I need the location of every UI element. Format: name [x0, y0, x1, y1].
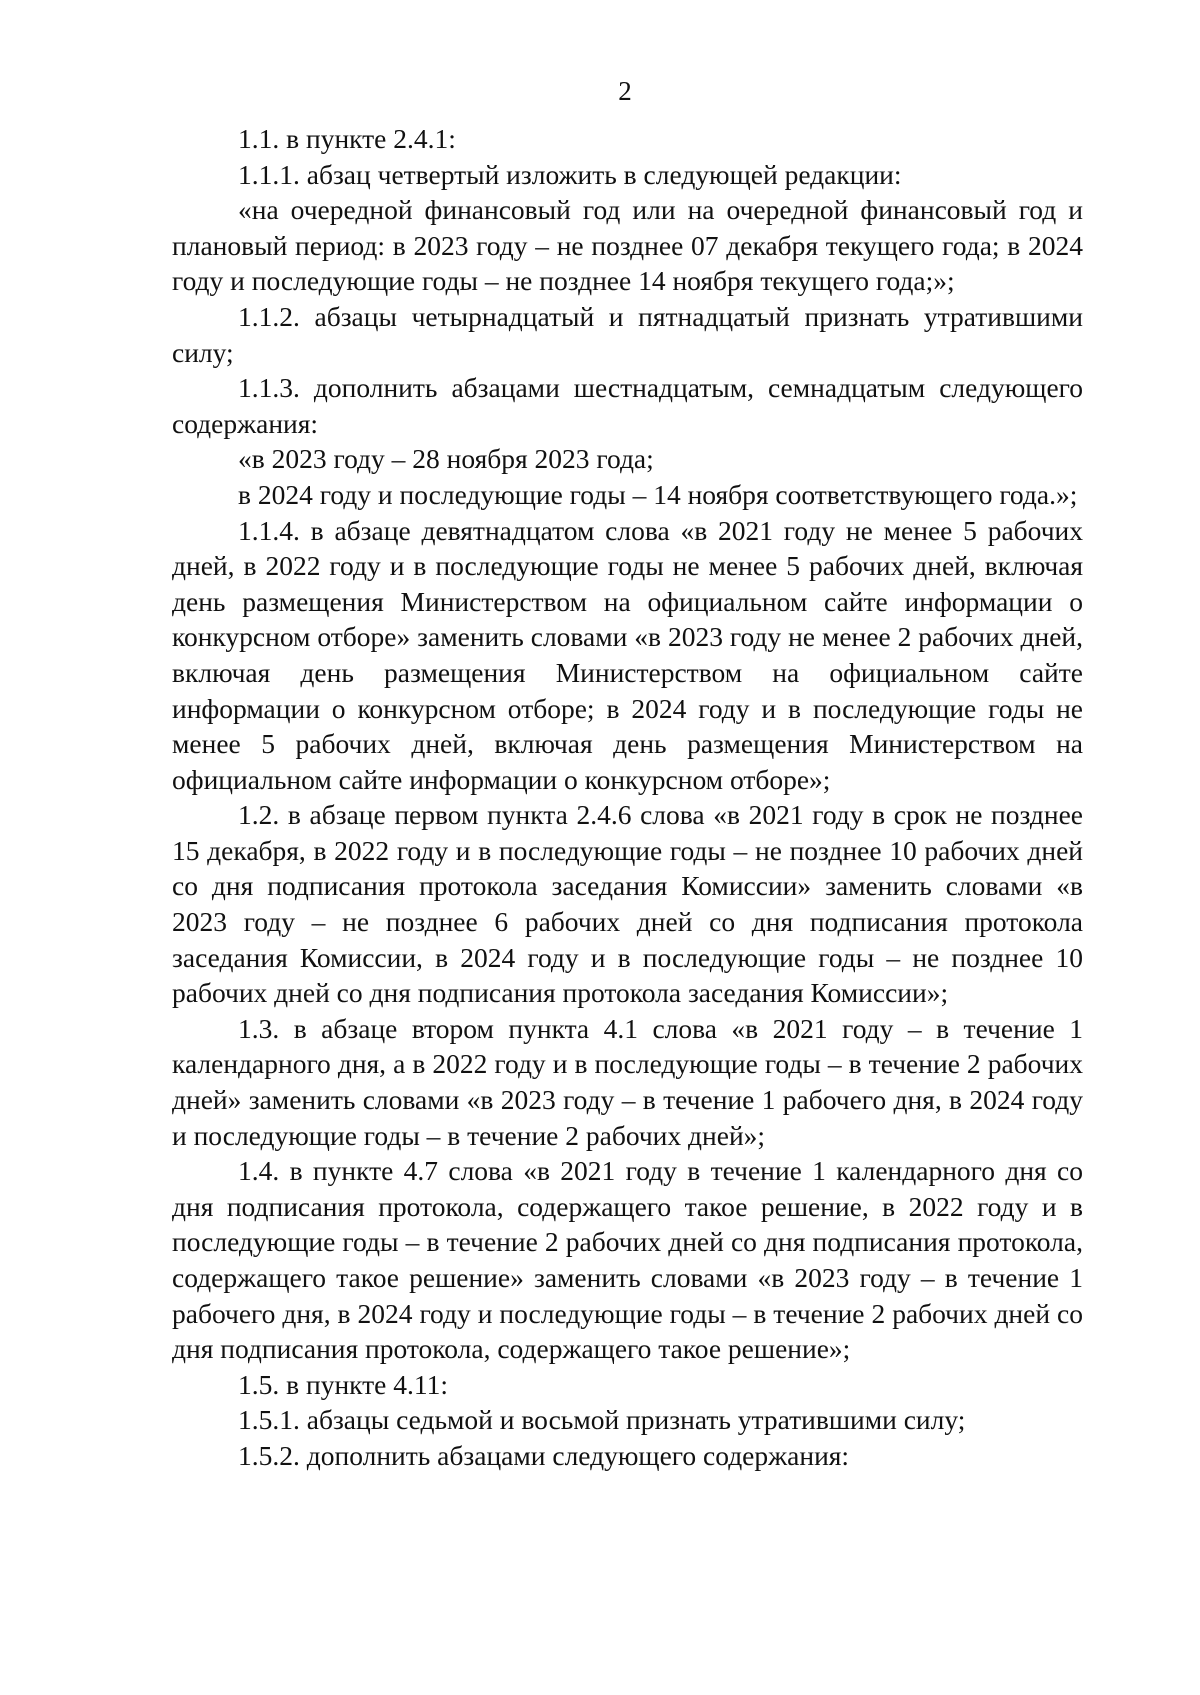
- paragraph-1-5-2: 1.5.2. дополнить абзацами следующего содержания:: [238, 1439, 850, 1471]
- paragraph-1-5: 1.5. в пункте 4.11:: [238, 1368, 449, 1400]
- document-body: [172, 121, 1083, 1474]
- paragraph-quote-2024: в 2024 году и последующие годы – 14 ноября соответствующего года.»;: [238, 478, 1078, 510]
- paragraph-1-1-1: 1.1.1. абзац четвертый изложить в следующей редакции:: [238, 158, 902, 190]
- paragraph-1-3: 1.3. в абзаце втором пункта 4.1 слова «в 2021 году – в течение 1 календарного дня, а в 2022 году и в последующие годы – в течение 2 рабочих дней» заменить словами «в 2023 году – в течение 1 рабочего дня, в 2024 году и последующие годы – в течение 2 рабочих дней»;: [172, 1012, 1083, 1151]
- page-number: 2: [618, 76, 632, 106]
- paragraph-1-1-2: 1.1.2. абзацы четырнадцатый и пятнадцатый признать утратившими силу;: [172, 300, 1083, 368]
- paragraph-quote-2023: «в 2023 году – 28 ноября 2023 года;: [238, 443, 654, 475]
- paragraph-1-1-3: 1.1.3. дополнить абзацами шестнадцатым, семнадцатым следующего содержания:: [172, 372, 1083, 439]
- paragraph-1-4: 1.4. в пункте 4.7 слова «в 2021 году в течение 1 календарного дня со дня подписания протокола, содержащего такое решение, в 2022 году и в последующие годы – в течение 2 рабочих дней со дня подписания протокола, содержащего такое решение» заменить словами «в 2023 году – в течение 1 рабочего дня, в 2024 году и последующие годы – в течение 2 рабочих дней со дня подписания протокола, содержащего такое решение»;: [172, 1155, 1083, 1365]
- paragraph-1-1: 1.1. в пункте 2.4.1:: [238, 123, 456, 154]
- paragraph-1-2: 1.2. в абзаце первом пункта 2.4.6 слова «в 2021 году в срок не позднее 15 декабря, в 2022 году и в последующие годы – не позднее 10 рабочих дней со дня подписания протокола заседания Комиссии» заменить словами «в 2023 году – не позднее 6 рабочих дней со дня подписания протокола заседания Комиссии, в 2024 году и в последующие годы – не позднее 10 рабочих дней со дня подписания протокола заседания Комиссии»;: [172, 799, 1083, 1009]
- paragraph-new-wording: «на очередной финансовый год или на очередной финансовый год и плановый период: в 2023 году – не позднее 07 декабря текущего года; в 2024 году и последующие годы – не позднее 14 ноября текущего года;»;: [172, 194, 1083, 297]
- paragraph-1-1-4: 1.1.4. в абзаце девятнадцатом слова «в 2021 году не менее 5 рабочих дней, в 2022 году и в последующие годы не менее 5 рабочих дней, включая день размещения Министерством на официальном сайте информации о конкурсном отборе» заменить словами «в 2023 году не менее 2 рабочих дней, включая день размещения Министерством на официальном сайте информации о конкурсном отборе; в 2024 году и в последующие годы не менее 5 рабочих дней, включая день размещения Министерством на официальном сайте информации о конкурсном отборе»;: [172, 514, 1083, 795]
- paragraph-1-5-1: 1.5.1. абзацы седьмой и восьмой признать утратившими силу;: [238, 1404, 966, 1436]
